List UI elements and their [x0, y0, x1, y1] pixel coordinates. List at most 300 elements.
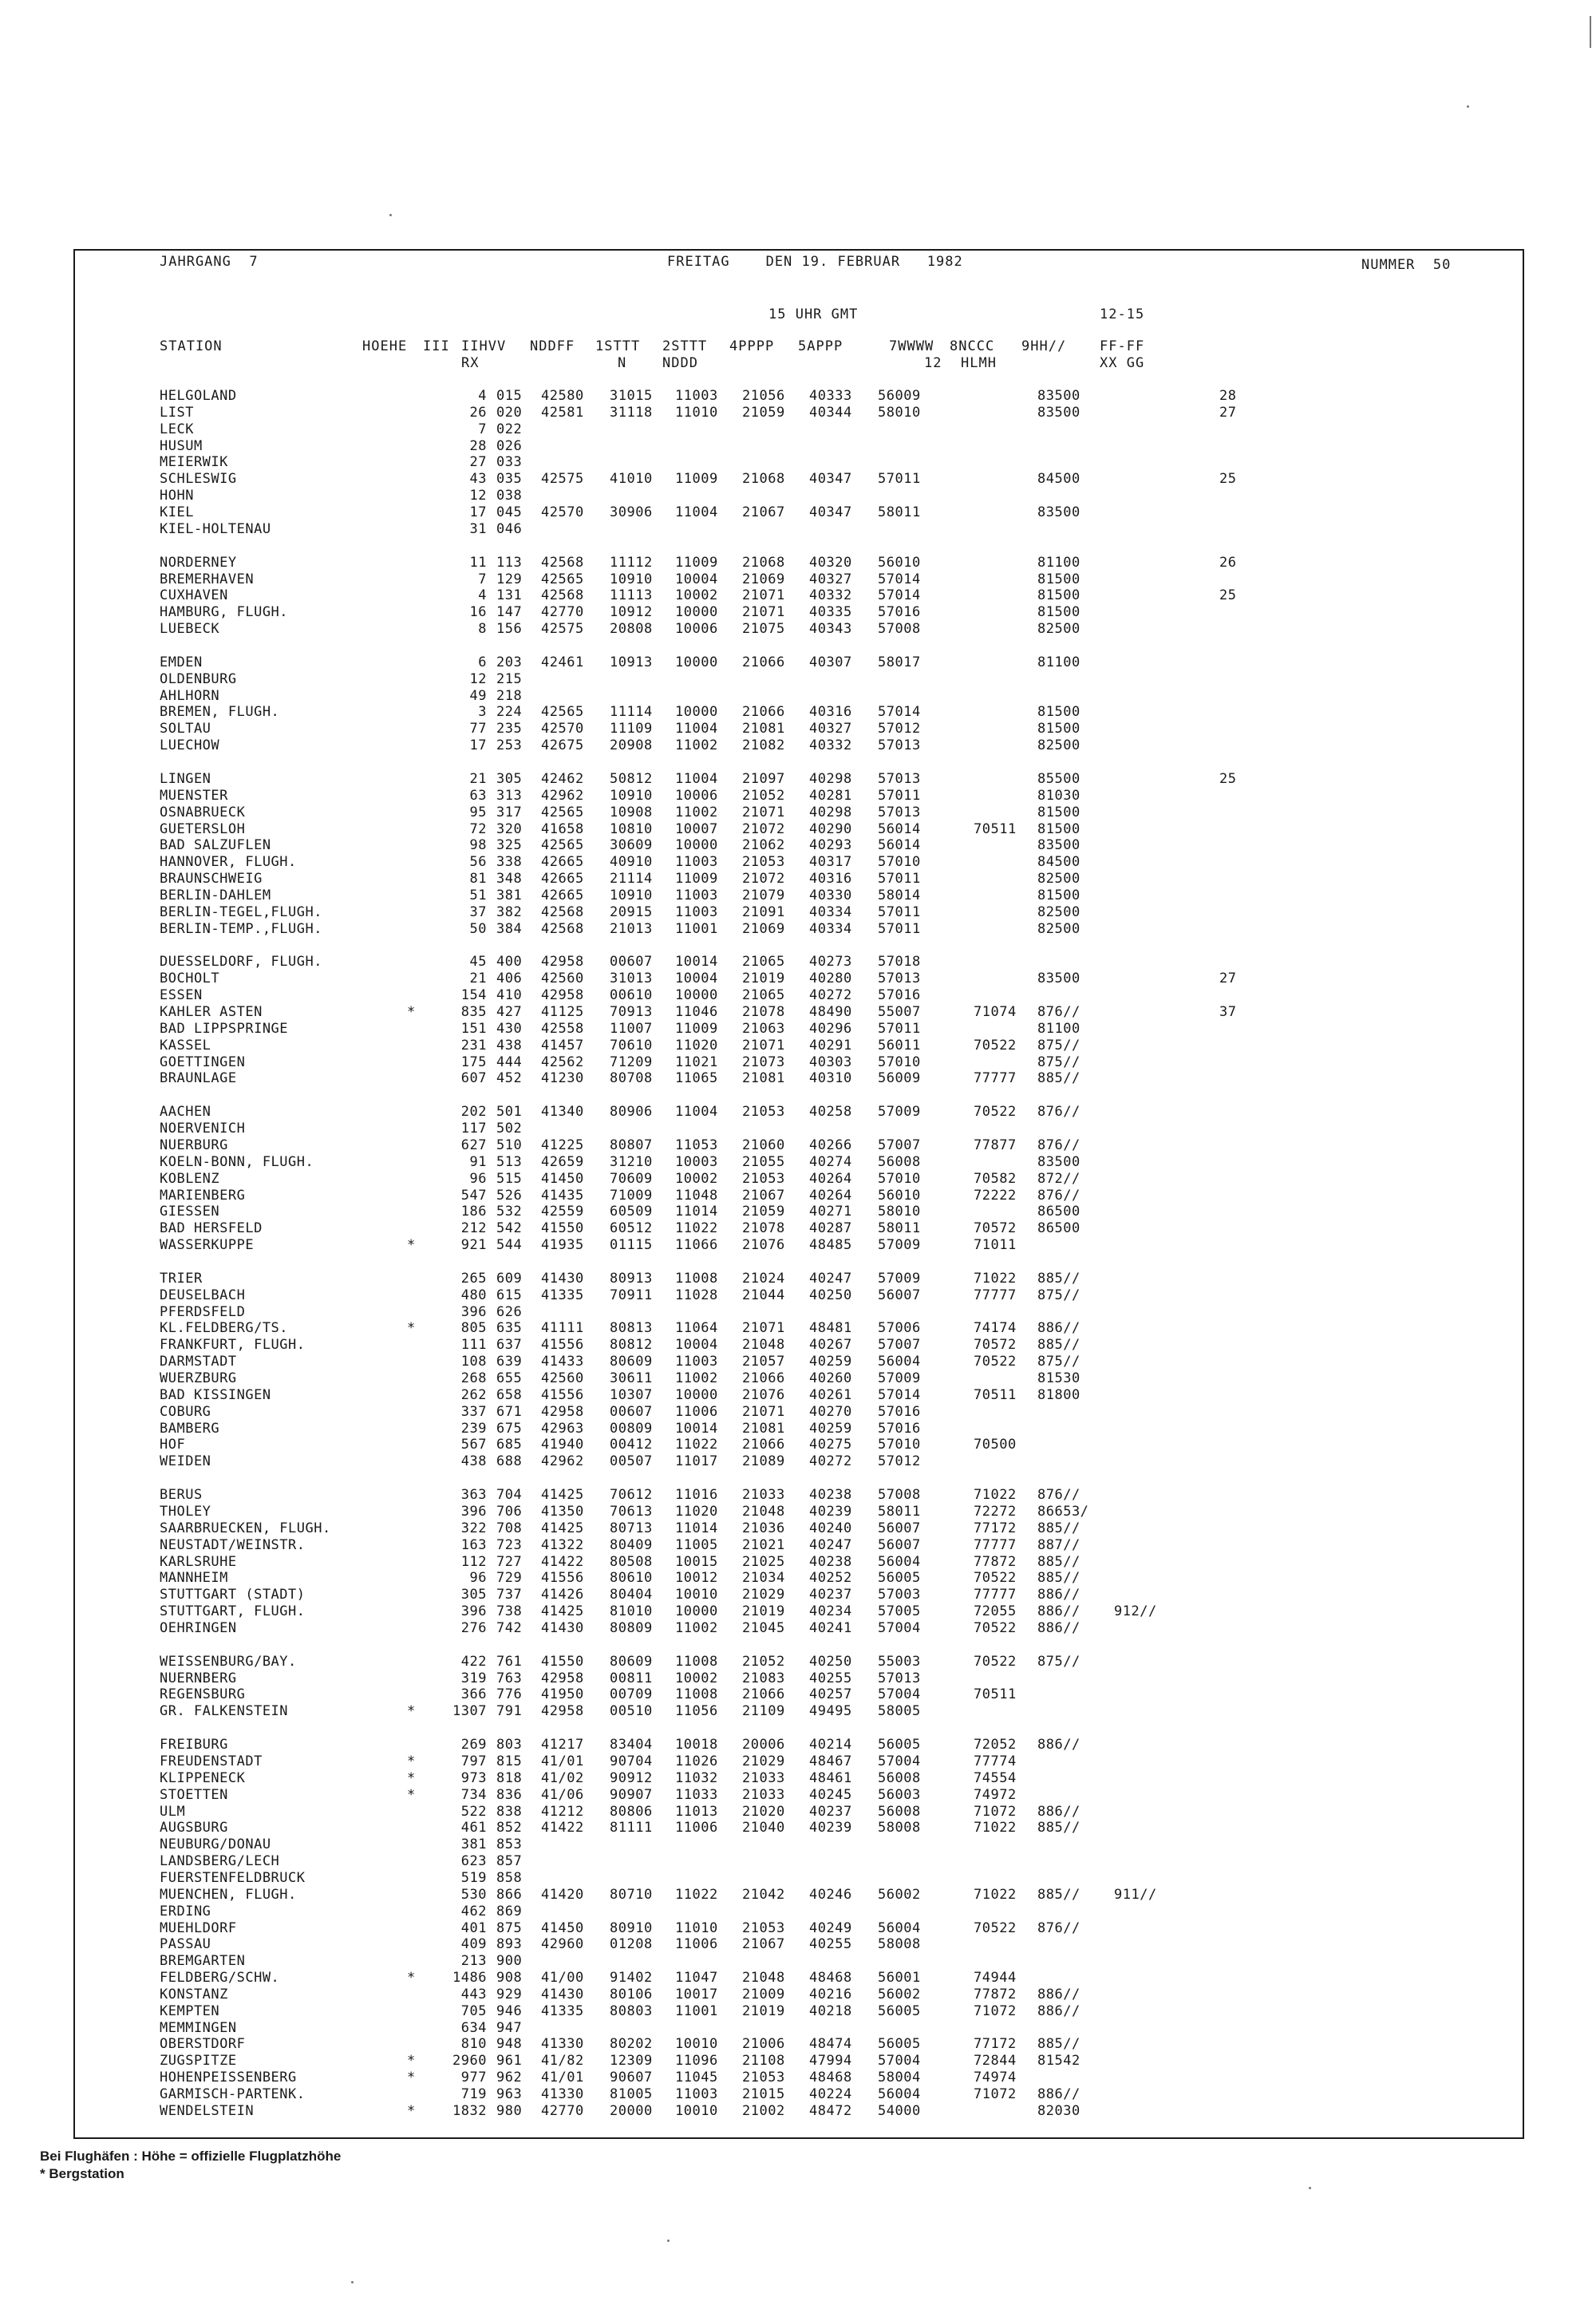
station-number: 147: [496, 604, 523, 620]
group-nddff: 11114: [610, 704, 653, 720]
station-name: KIEL: [160, 504, 194, 520]
station-row: [160, 954, 1436, 971]
group-8nccc: 885//: [1037, 1520, 1080, 1536]
station-row: [160, 587, 1436, 604]
footnote-airports: Bei Flughäfen : Höhe = offizielle Flugplatzhöhe: [40, 2149, 342, 2164]
group-nddff: 01115: [610, 1237, 653, 1253]
station-number: 980: [496, 2103, 523, 2119]
group-1sttt: 11020: [675, 1504, 718, 1520]
group-nddff: 60512: [610, 1220, 653, 1236]
group-8nccc: 81030: [1037, 788, 1080, 804]
station-number: 515: [496, 1171, 523, 1187]
group-iihvv: 41550: [541, 1220, 584, 1236]
group-iihvv: 42958: [541, 954, 584, 970]
group-iihvv: 41940: [541, 1437, 584, 1453]
group-1sttt: 10000: [675, 837, 718, 853]
station-height: 49: [469, 688, 487, 704]
group-iihvv: 41430: [541, 1271, 584, 1287]
group-2sttt: 21066: [742, 654, 785, 670]
group-7wwww: 71022: [974, 1887, 1017, 1903]
group-2sttt: 21062: [742, 837, 785, 853]
station-row: [160, 504, 1436, 521]
group-4pppp: 40344: [809, 405, 852, 421]
station-number: 738: [496, 1603, 523, 1619]
station-row: [160, 2003, 1436, 2020]
mountain-mark: *: [407, 2103, 416, 2119]
group-8nccc: 83500: [1037, 504, 1080, 520]
station-number: 853: [496, 1836, 523, 1852]
col-c6: 2STTT NDDD: [662, 338, 708, 371]
group-5appp: 56004: [878, 1354, 921, 1370]
station-name: HOF: [160, 1437, 186, 1453]
group-5appp: 57013: [878, 771, 921, 787]
station-height: 2960: [452, 2053, 487, 2069]
group-7wwww: 70522: [974, 1654, 1017, 1670]
station-height: 438: [460, 1453, 487, 1469]
station-height: 366: [460, 1686, 487, 1702]
station-height: 305: [460, 1587, 487, 1603]
group-iihvv: 41422: [541, 1554, 584, 1570]
group-nddff: 80910: [610, 1920, 653, 1936]
station-row: [160, 471, 1436, 488]
group-iihvv: 41430: [541, 1987, 584, 2002]
group-nddff: 20808: [610, 621, 653, 637]
group-4pppp: 40272: [809, 987, 852, 1003]
group-nddff: 00412: [610, 1437, 653, 1453]
station-number: 962: [496, 2070, 523, 2085]
group-iihvv: 41/82: [541, 2053, 584, 2069]
group-1sttt: 10018: [675, 1737, 718, 1753]
mountain-mark: *: [407, 1787, 416, 1803]
jahrgang-label: JAHRGANG 7: [160, 254, 259, 270]
group-5appp: 58008: [878, 1936, 921, 1952]
group-1sttt: 10000: [675, 1387, 718, 1403]
station-number: 742: [496, 1620, 523, 1636]
group-7wwww: 77872: [974, 1987, 1017, 2002]
group-4pppp: 40335: [809, 604, 852, 620]
station-name: BERLIN-DAHLEM: [160, 888, 271, 903]
station-row: [160, 2086, 1436, 2103]
group-1sttt: 10000: [675, 654, 718, 670]
group-7wwww: 70522: [974, 1104, 1017, 1120]
station-number: 866: [496, 1887, 523, 1903]
station-number: 502: [496, 1121, 523, 1137]
station-name: BREMGARTEN: [160, 1953, 246, 1969]
col-c10: 8NCCC HLMH: [950, 338, 997, 371]
station-height: 7: [478, 571, 487, 587]
station-name: ESSEN: [160, 987, 203, 1003]
group-4pppp: 40303: [809, 1054, 852, 1070]
station-height: 151: [460, 1021, 487, 1037]
station-height: 262: [460, 1387, 487, 1403]
station-name: DUESSELDORF, FLUGH.: [160, 954, 322, 970]
station-number: 893: [496, 1936, 523, 1952]
group-4pppp: 40273: [809, 954, 852, 970]
station-name: BAD SALZUFLEN: [160, 837, 271, 853]
station-number: 838: [496, 1804, 523, 1820]
group-2sttt: 21055: [742, 1154, 785, 1170]
group-iihvv: 42560: [541, 971, 584, 986]
group-7wwww: 70500: [974, 1437, 1017, 1453]
group-1sttt: 10006: [675, 788, 718, 804]
station-number: 946: [496, 2003, 523, 2019]
station-row: [160, 1188, 1436, 1204]
wind-gust: 27: [1219, 971, 1237, 986]
group-8nccc: 886//: [1037, 1320, 1080, 1336]
station-row: [160, 1936, 1436, 1953]
station-name: FRANKFURT, FLUGH.: [160, 1337, 306, 1353]
group-9hh: 912//: [1114, 1603, 1157, 1619]
group-1sttt: 11028: [675, 1287, 718, 1303]
group-8nccc: 82030: [1037, 2103, 1080, 2119]
group-nddff: 81111: [610, 1820, 653, 1836]
group-4pppp: 40327: [809, 571, 852, 587]
station-row: [160, 1220, 1436, 1237]
group-nddff: 80806: [610, 1804, 653, 1820]
group-4pppp: 40272: [809, 1453, 852, 1469]
group-5appp: 56009: [878, 388, 921, 404]
station-row: [160, 2036, 1436, 2053]
group-nddff: 11112: [610, 555, 653, 571]
group-8nccc: 885//: [1037, 1554, 1080, 1570]
group-iihvv: 42559: [541, 1204, 584, 1220]
group-5appp: 56004: [878, 2086, 921, 2102]
station-number: 869: [496, 1904, 523, 1919]
group-4pppp: 40239: [809, 1820, 852, 1836]
group-nddff: 10912: [610, 604, 653, 620]
group-1sttt: 11002: [675, 1620, 718, 1636]
station-row: [160, 1237, 1436, 1254]
group-8nccc: 81100: [1037, 1021, 1080, 1037]
mountain-mark: *: [407, 1970, 416, 1986]
station-number: 658: [496, 1387, 523, 1403]
group-8nccc: 876//: [1037, 1487, 1080, 1503]
station-height: 239: [460, 1421, 487, 1437]
group-2sttt: 21060: [742, 1137, 785, 1153]
group-iihvv: 41457: [541, 1038, 584, 1054]
group-1sttt: 11008: [675, 1686, 718, 1702]
group-2sttt: 21045: [742, 1620, 785, 1636]
group-iihvv: 42568: [541, 587, 584, 603]
station-name: MUENSTER: [160, 788, 228, 804]
station-row: [160, 1104, 1436, 1121]
station-row: [160, 971, 1436, 987]
group-iihvv: 41125: [541, 1004, 584, 1020]
group-iihvv: 42461: [541, 654, 584, 670]
station-row: [160, 1437, 1436, 1453]
group-4pppp: 48468: [809, 2070, 852, 2085]
station-number: 655: [496, 1370, 523, 1386]
group-1sttt: 11010: [675, 1920, 718, 1936]
col-c5: 1STTT N: [595, 338, 641, 371]
wind-gust: 25: [1219, 587, 1237, 603]
mountain-mark: *: [407, 1320, 416, 1336]
group-nddff: 00709: [610, 1686, 653, 1702]
group-1sttt: 11001: [675, 921, 718, 937]
station-name: KASSEL: [160, 1038, 211, 1054]
group-2sttt: 21033: [742, 1787, 785, 1803]
station-height: 112: [460, 1554, 487, 1570]
group-iihvv: 42963: [541, 1421, 584, 1437]
group-nddff: 80609: [610, 1354, 653, 1370]
wind-gust: 25: [1219, 771, 1237, 787]
group-1sttt: 11004: [675, 771, 718, 787]
group-iihvv: 41550: [541, 1654, 584, 1670]
group-2sttt: 21082: [742, 737, 785, 753]
station-number: 671: [496, 1404, 523, 1420]
group-4pppp: 47994: [809, 2053, 852, 2069]
station-name: HAMBURG, FLUGH.: [160, 604, 289, 620]
group-nddff: 80404: [610, 1587, 653, 1603]
station-height: 623: [460, 1853, 487, 1869]
group-5appp: 57009: [878, 1237, 921, 1253]
group-7wwww: 71074: [974, 1004, 1017, 1020]
station-row: [160, 1271, 1436, 1287]
group-5appp: 57013: [878, 737, 921, 753]
group-5appp: 57013: [878, 1670, 921, 1686]
group-4pppp: 40347: [809, 504, 852, 520]
group-5appp: 57016: [878, 987, 921, 1003]
group-5appp: 57012: [878, 1453, 921, 1469]
station-name: OLDENBURG: [160, 671, 237, 687]
station-name: GARMISCH-PARTENK.: [160, 2086, 306, 2102]
group-8nccc: 875//: [1037, 1654, 1080, 1670]
group-1sttt: 11026: [675, 1753, 718, 1769]
group-5appp: 56005: [878, 1570, 921, 1586]
group-7wwww: 74174: [974, 1320, 1017, 1336]
group-7wwww: 70582: [974, 1171, 1017, 1187]
group-8nccc: 81500: [1037, 821, 1080, 837]
station-name: BERUS: [160, 1487, 203, 1503]
group-iihvv: 41212: [541, 1804, 584, 1820]
group-4pppp: 48485: [809, 1237, 852, 1253]
station-row: [160, 1320, 1436, 1337]
group-8nccc: 885//: [1037, 1337, 1080, 1353]
group-iihvv: 42958: [541, 1670, 584, 1686]
station-row: [160, 1121, 1436, 1137]
col-c9: 7WWWW 12: [889, 338, 942, 371]
group-8nccc: 886//: [1037, 1620, 1080, 1636]
group-nddff: 10908: [610, 805, 653, 820]
group-4pppp: 40259: [809, 1354, 852, 1370]
station-name: SAARBRUECKEN, FLUGH.: [160, 1520, 331, 1536]
group-nddff: 12309: [610, 2053, 653, 2069]
station-height: 72: [469, 821, 487, 837]
station-number: 875: [496, 1920, 523, 1936]
group-5appp: 57004: [878, 1686, 921, 1702]
group-iihvv: 41433: [541, 1354, 584, 1370]
station-row: [160, 1920, 1436, 1937]
group-4pppp: 40264: [809, 1171, 852, 1187]
group-iihvv: 41217: [541, 1737, 584, 1753]
group-nddff: 00809: [610, 1421, 653, 1437]
group-2sttt: 21072: [742, 821, 785, 837]
station-number: 609: [496, 1271, 523, 1287]
station-row: [160, 1887, 1436, 1904]
col-iii: III: [423, 338, 450, 354]
group-1sttt: 11004: [675, 504, 718, 520]
group-8nccc: 876//: [1037, 1137, 1080, 1153]
group-nddff: 11113: [610, 587, 653, 603]
group-2sttt: 21081: [742, 721, 785, 737]
station-row: [160, 1204, 1436, 1220]
group-iihvv: 42568: [541, 555, 584, 571]
station-height: 519: [460, 1870, 487, 1886]
group-iihvv: 41225: [541, 1137, 584, 1153]
group-nddff: 21114: [610, 871, 653, 887]
group-1sttt: 10014: [675, 1421, 718, 1437]
group-5appp: 56009: [878, 1070, 921, 1086]
station-row: [160, 1654, 1436, 1670]
group-1sttt: 11064: [675, 1320, 718, 1336]
group-nddff: 80813: [610, 1320, 653, 1336]
group-iihvv: 41425: [541, 1520, 584, 1536]
group-2sttt: 21076: [742, 1237, 785, 1253]
station-row: [160, 821, 1436, 838]
station-height: 567: [460, 1437, 487, 1453]
group-8nccc: 83500: [1037, 388, 1080, 404]
station-row: [160, 438, 1436, 455]
group-4pppp: 40246: [809, 1887, 852, 1903]
group-5appp: 57008: [878, 1487, 921, 1503]
station-row: [160, 1054, 1436, 1071]
station-height: 95: [469, 805, 487, 820]
group-4pppp: 48474: [809, 2036, 852, 2052]
station-height: 111: [460, 1337, 487, 1353]
group-2sttt: 21097: [742, 771, 785, 787]
station-row: [160, 1620, 1436, 1637]
group-8nccc: 81500: [1037, 704, 1080, 720]
station-number: 224: [496, 704, 523, 720]
group-8nccc: 86500: [1037, 1220, 1080, 1236]
group-5appp: 57005: [878, 1603, 921, 1619]
group-iihvv: 42958: [541, 1404, 584, 1420]
station-number: 761: [496, 1654, 523, 1670]
group-2sttt: 21002: [742, 2103, 785, 2119]
station-name: MARIENBERG: [160, 1188, 246, 1204]
station-number: 706: [496, 1504, 523, 1520]
station-name: DARMSTADT: [160, 1354, 237, 1370]
mountain-mark: *: [407, 1753, 416, 1769]
group-4pppp: 40218: [809, 2003, 852, 2019]
station-height: 17: [469, 737, 487, 753]
group-5appp: 58014: [878, 888, 921, 903]
group-iihvv: 41/01: [541, 1753, 584, 1769]
group-nddff: 81005: [610, 2086, 653, 2102]
group-2sttt: 21036: [742, 1520, 785, 1536]
group-5appp: 57011: [878, 1021, 921, 1037]
group-5appp: 57016: [878, 604, 921, 620]
group-2sttt: 21059: [742, 405, 785, 421]
mountain-mark: *: [407, 1703, 416, 1719]
station-name: STOETTEN: [160, 1787, 228, 1803]
group-4pppp: 40347: [809, 471, 852, 487]
group-iihvv: 41425: [541, 1603, 584, 1619]
station-name: BAD LIPPSPRINGE: [160, 1021, 289, 1037]
station-number: 218: [496, 688, 523, 704]
station-height: 186: [460, 1204, 487, 1220]
group-8nccc: 886//: [1037, 1804, 1080, 1820]
wind-gust: 25: [1219, 471, 1237, 487]
station-height: 12: [469, 488, 487, 504]
station-row: [160, 837, 1436, 854]
group-1sttt: 11014: [675, 1520, 718, 1536]
group-5appp: 57004: [878, 1620, 921, 1636]
group-1sttt: 11017: [675, 1453, 718, 1469]
group-nddff: 70613: [610, 1504, 653, 1520]
group-8nccc: 875//: [1037, 1038, 1080, 1054]
group-5appp: 56008: [878, 1804, 921, 1820]
group-5appp: 57006: [878, 1320, 921, 1336]
station-number: 320: [496, 821, 523, 837]
station-row: [160, 788, 1436, 805]
station-number: 384: [496, 921, 523, 937]
wind-period-label: 12-15: [1100, 306, 1145, 322]
group-9hh: 911//: [1114, 1887, 1157, 1903]
group-2sttt: 21089: [742, 1453, 785, 1469]
group-iihvv: 41335: [541, 2003, 584, 2019]
group-4pppp: 48461: [809, 1770, 852, 1786]
group-nddff: 91402: [610, 1970, 653, 1986]
station-row: [160, 721, 1436, 737]
group-7wwww: 71022: [974, 1820, 1017, 1836]
group-5appp: 57010: [878, 1171, 921, 1187]
group-1sttt: 10002: [675, 1670, 718, 1686]
station-row: [160, 871, 1436, 888]
group-nddff: 80106: [610, 1987, 653, 2002]
group-2sttt: 21071: [742, 805, 785, 820]
group-7wwww: 71072: [974, 2086, 1017, 2102]
station-name: KOBLENZ: [160, 1171, 220, 1187]
station-name: PFERDSFELD: [160, 1304, 246, 1320]
station-name: HUSUM: [160, 438, 203, 454]
group-iihvv: 42581: [541, 405, 584, 421]
group-iihvv: 41/06: [541, 1787, 584, 1803]
mountain-mark: *: [407, 2070, 416, 2085]
group-1sttt: 11003: [675, 388, 718, 404]
station-height: 480: [460, 1287, 487, 1303]
group-8nccc: 876//: [1037, 1104, 1080, 1120]
station-number: 020: [496, 405, 523, 421]
station-name: MANNHEIM: [160, 1570, 228, 1586]
group-iihvv: 42565: [541, 837, 584, 853]
group-4pppp: 40252: [809, 1570, 852, 1586]
issue-number: NUMMER 50: [1361, 257, 1452, 273]
station-name: LANDSBERG/LECH: [160, 1853, 280, 1869]
group-8nccc: 84500: [1037, 854, 1080, 870]
station-height: 11: [469, 555, 487, 571]
group-iihvv: 41350: [541, 1504, 584, 1520]
station-number: 338: [496, 854, 523, 870]
group-5appp: 57007: [878, 1337, 921, 1353]
group-2sttt: 21048: [742, 1970, 785, 1986]
station-row: [160, 1753, 1436, 1770]
group-2sttt: 21009: [742, 1987, 785, 2002]
group-8nccc: 82500: [1037, 921, 1080, 937]
station-row: [160, 1154, 1436, 1171]
station-row: [160, 1787, 1436, 1804]
group-7wwww: 77774: [974, 1753, 1017, 1769]
group-7wwww: 74974: [974, 2070, 1017, 2085]
group-iihvv: 41420: [541, 1887, 584, 1903]
station-height: 108: [460, 1354, 487, 1370]
group-5appp: 57018: [878, 954, 921, 970]
group-5appp: 57014: [878, 1387, 921, 1403]
group-1sttt: 11006: [675, 1404, 718, 1420]
group-nddff: 80913: [610, 1271, 653, 1287]
scan-speck: [1467, 105, 1469, 108]
group-7wwww: 77777: [974, 1587, 1017, 1603]
